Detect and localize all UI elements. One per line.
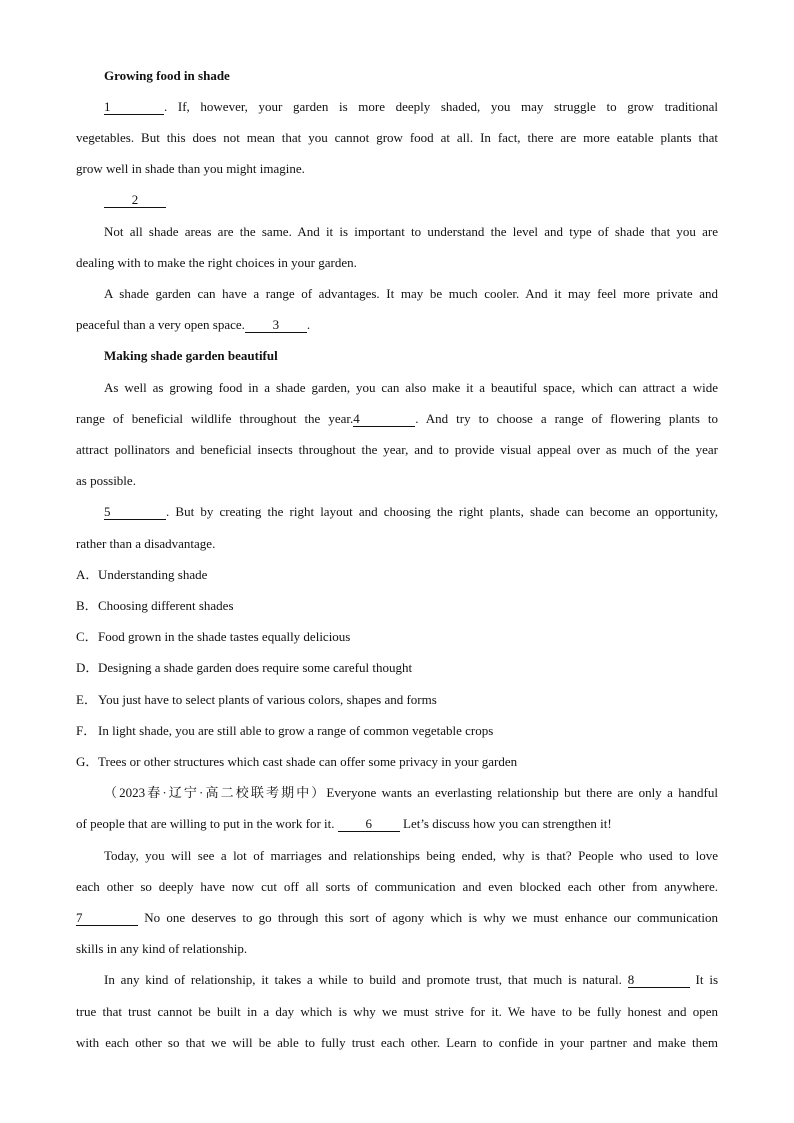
- question-2-intro-line-1: （2023春·辽宁·高二校联考期中）Everyone wants an everlasting relationship but there are only a handful: [104, 785, 718, 800]
- option-text: Food grown in the shade tastes equally delicious: [98, 629, 351, 644]
- option-d[interactable]: [76, 660, 718, 676]
- paragraph-5-line-2: range of beneficial wildlife throughout the year.4 . And try to choose a range of flowering plants to: [76, 411, 718, 426]
- blank-7[interactable]: 7: [76, 911, 138, 926]
- option-text: Choosing different shades: [98, 598, 234, 613]
- paragraph-5-line-1: As well as growing food in a shade garden, you can also make it a beautiful space, which can attract a wide: [104, 380, 718, 395]
- option-letter: C．: [76, 629, 98, 644]
- question-2-paragraph-3-line-2: true that trust cannot be built in a day which is why we must strive for it. We have to be fully honest and open: [76, 1004, 718, 1019]
- paragraph-1-line-3: grow well in shade than you might imagine.: [76, 161, 305, 176]
- option-text: You just have to select plants of various colors, shapes and forms: [98, 692, 437, 707]
- paragraph-6-line-1: 5 . But by creating the right layout and choosing the right plants, shade can become an opportunity,: [104, 504, 718, 519]
- paragraph-3-line-1: Not all shade areas are the same. And it is important to understand the level and type of shade that you are: [104, 224, 718, 239]
- paragraph-4-line-1: A shade garden can have a range of advantages. It may be much cooler. And it may feel more private and: [104, 286, 718, 301]
- paragraph-1-line-1: 1 . If, however, your garden is more deeply shaded, you may struggle to grow traditional: [104, 99, 718, 114]
- question-2-paragraph-2-line-4: skills in any kind of relationship.: [76, 941, 248, 956]
- option-a[interactable]: [76, 567, 718, 583]
- paragraph-1-line-2: vegetables. But this does not mean that you cannot grow food at all. In fact, there are more eatable plants that: [76, 130, 718, 145]
- option-b[interactable]: [76, 598, 718, 614]
- paragraph-4-line-2: peaceful than a very open space. 3 .: [76, 317, 311, 332]
- blank-5[interactable]: 5: [104, 505, 166, 520]
- option-text: Designing a shade garden does require some careful thought: [98, 660, 413, 675]
- paragraph-3-line-2: dealing with to make the right choices in your garden.: [76, 255, 357, 270]
- question-2-paragraph-3-line-3: with each other so that we will be able to fully trust each other. Learn to confide in your partner and make them: [76, 1035, 718, 1050]
- question-2-intro-line-2: of people that are willing to put in the work for it. 6 Let’s discuss how you can strengthen it!: [76, 816, 612, 831]
- option-f[interactable]: [76, 723, 718, 739]
- section-title-making-shade-garden: Making shade garden beautiful: [104, 348, 278, 363]
- paragraph-2-line: [104, 192, 304, 208]
- option-text: Trees or other structures which cast shade can offer some privacy in your garden: [98, 754, 518, 769]
- blank-8[interactable]: 8: [628, 973, 690, 988]
- option-text: In light shade, you are still able to grow a range of common vegetable crops: [98, 723, 494, 738]
- blank-4[interactable]: 4: [353, 412, 415, 427]
- option-letter: A．: [76, 567, 99, 582]
- option-letter: F．: [76, 723, 97, 738]
- question-2-paragraph-2-line-2: each other so deeply have now cut off all sorts of communication and even blocked each other from anywhere.: [76, 879, 718, 894]
- option-g[interactable]: [76, 754, 718, 770]
- option-letter: G．: [76, 754, 99, 769]
- blank-3[interactable]: 3: [245, 318, 307, 333]
- section-title-growing-food: Growing food in shade: [104, 68, 230, 83]
- blank-1[interactable]: 1: [104, 100, 164, 115]
- option-e[interactable]: [76, 692, 718, 708]
- option-letter: B．: [76, 598, 98, 613]
- option-c[interactable]: [76, 629, 718, 645]
- paragraph-5-line-3: attract pollinators and beneficial insects throughout the year, and to provide visual appeal over as much of the year: [76, 442, 718, 457]
- paragraph-6-line-2: rather than a disadvantage.: [76, 536, 216, 551]
- option-letter: D．: [76, 660, 99, 675]
- option-text: Understanding shade: [98, 567, 208, 582]
- paragraph-5-line-4: as possible.: [76, 473, 136, 488]
- blank-6[interactable]: 6: [338, 817, 400, 832]
- option-letter: E．: [76, 692, 97, 707]
- question-2-paragraph-2-line-1: Today, you will see a lot of marriages and relationships being ended, why is that? People who used to love: [104, 848, 718, 863]
- blank-2[interactable]: 2: [104, 193, 166, 208]
- question-2-paragraph-3-line-1: In any kind of relationship, it takes a while to build and promote trust, that much is natural. 8 It is: [104, 972, 719, 987]
- question-2-paragraph-2-line-3: 7 No one deserves to go through this sort of agony which is why we must enhance our communication: [76, 910, 718, 925]
